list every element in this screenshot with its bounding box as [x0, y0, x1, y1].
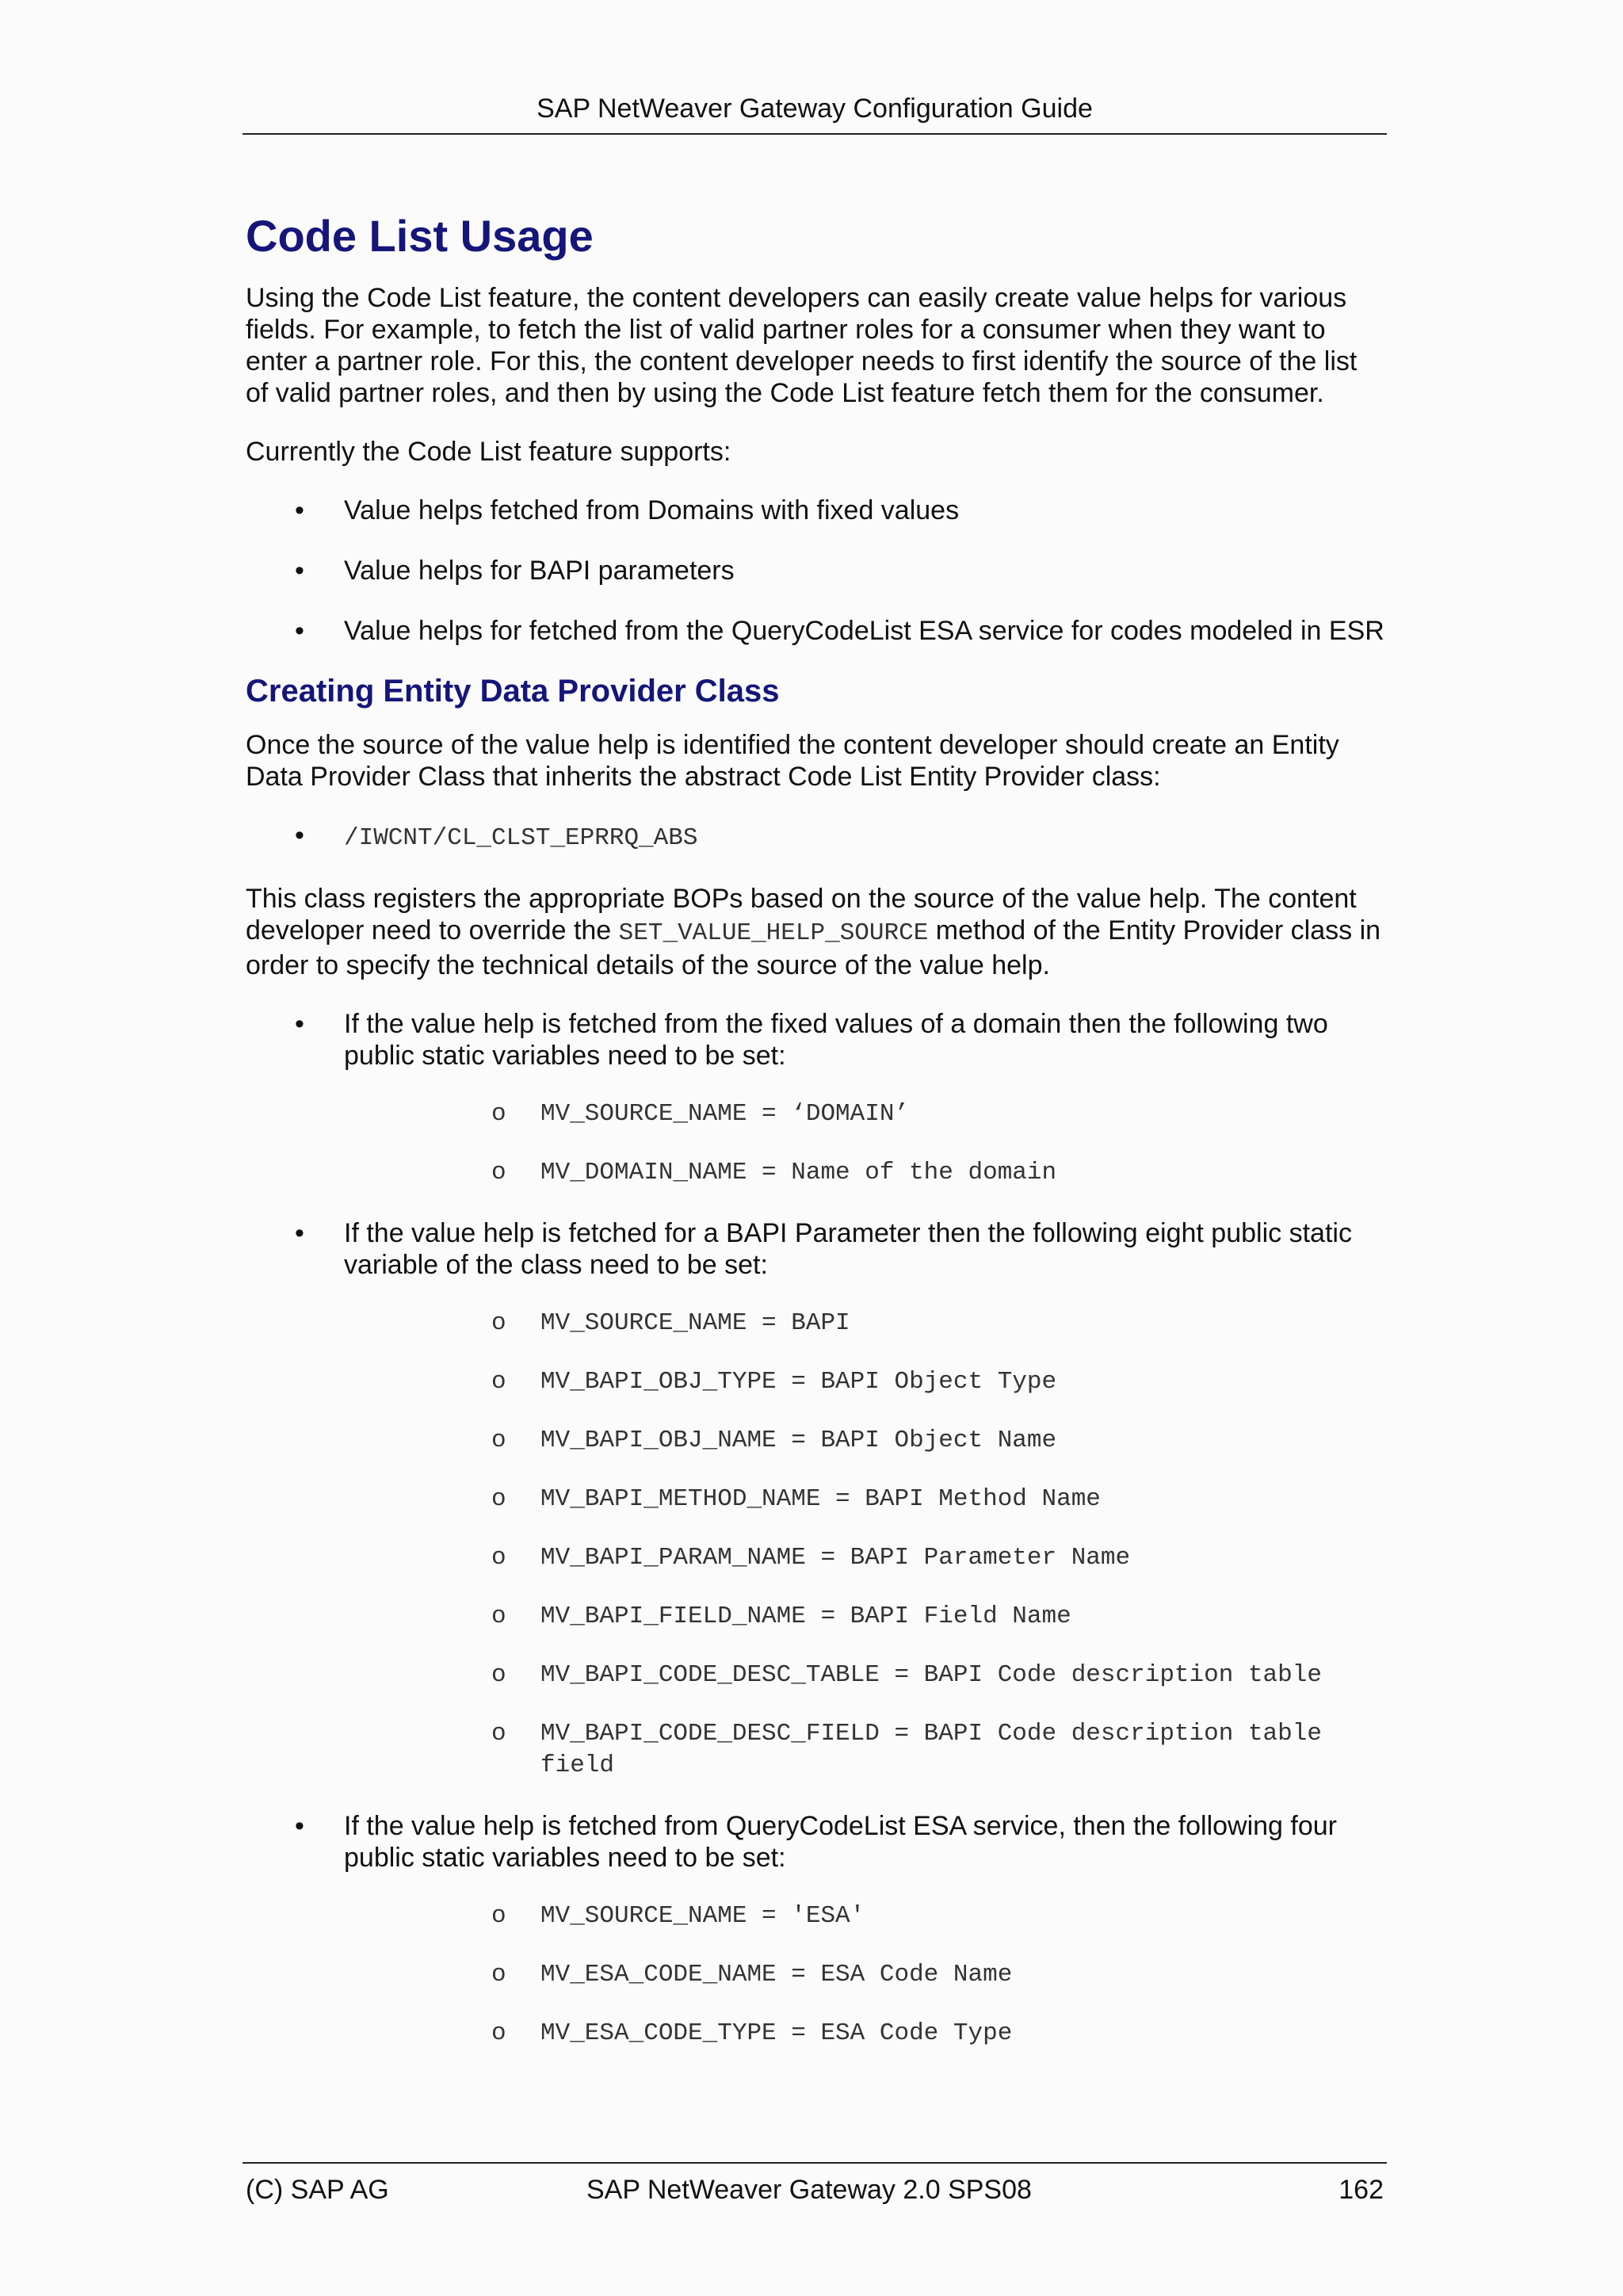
circle-bullet-icon: o	[491, 1902, 506, 1930]
method-name: SET_VALUE_HELP_SOURCE	[618, 919, 929, 947]
variable-item: o MV_SOURCE_NAME = BAPI	[344, 1308, 1387, 1339]
bullet-icon: •	[295, 1009, 304, 1039]
variable-item: o MV_BAPI_OBJ_NAME = BAPI Object Name	[344, 1425, 1387, 1457]
list-item: • Value helps for BAPI parameters	[295, 556, 735, 586]
circle-bullet-icon: o	[491, 1368, 506, 1396]
bullet-icon: •	[295, 1218, 304, 1248]
supports-list	[246, 495, 1387, 647]
circle-bullet-icon: o	[491, 1603, 506, 1630]
supports-label: Currently the Code List feature supports:	[246, 437, 731, 467]
circle-bullet-icon: o	[491, 1720, 506, 1748]
variable-list	[344, 1098, 1387, 1189]
bullet-icon: •	[295, 1811, 304, 1841]
variable-item: o MV_BAPI_PARAM_NAME = BAPI Parameter Name	[344, 1542, 1387, 1574]
list-item: • Value helps fetched from Domains with fixed values	[295, 495, 960, 525]
page-number: 162	[1338, 2175, 1384, 2205]
header-title: SAP NetWeaver Gateway Configuration Guide	[537, 94, 1093, 124]
variable-item: o MV_SOURCE_NAME = ‘DOMAIN’	[344, 1098, 1387, 1130]
circle-bullet-icon: o	[491, 1544, 506, 1572]
circle-bullet-icon: o	[491, 1309, 506, 1337]
variable-item: o MV_ESA_CODE_TYPE = ESA Code Type	[344, 2018, 1387, 2050]
variable-list	[344, 1308, 1387, 1782]
variable-list	[344, 1901, 1387, 2050]
override-paragraph: This class registers the appropriate BOPs based on the source of the value help. The content developer need to override the SET_VALUE_HELP_SOURCE method of the Entity Provider class in order to specify the technical details of the source of the value help.	[246, 884, 1381, 980]
variable-item: o MV_BAPI_CODE_DESC_FIELD = BAPI Code description table field	[491, 1720, 1322, 1779]
subsection-title: Creating Entity Data Provider Class	[246, 674, 780, 709]
bullet-icon: •	[295, 556, 304, 586]
cases-list	[246, 1008, 1387, 2050]
page-header	[242, 94, 1387, 135]
subsection-intro: Once the source of the value help is identified the content developer should create an Entity Data Provider Class that inherits the abstract Code List Entity Provider class:	[246, 730, 1339, 792]
bullet-icon: •	[295, 820, 304, 850]
circle-bullet-icon: o	[491, 2019, 506, 2047]
section-intro: Using the Code List feature, the content developers can easily create value helps for various fields. For example, to fetch the list of valid partner roles for a consumer when they want to enter a partner role. For this, the content developer needs to first identify the source of the list of valid partner roles, and then by using the Code List feature fetch them for the consumer.	[246, 283, 1358, 408]
list-item: • If the value help is fetched for a BAPI Parameter then the following eight public static variable of the class need to be set: o MV_SOURCE_NAME = BAPI o MV_BAPI_OBJ_TYPE = BAPI Object Type o MV_BAPI_OBJ_NAME = BAPI Object Name o MV_BAPI_METHOD_NAME = BAPI Method Name o MV_BAPI_PARAM_NAME = BAPI Parameter Name o MV_BAPI_FIELD_NAME = BAPI Field Name o MV_BAPI_CODE_DESC_TABLE = BAPI Code description table o MV_BAPI_CODE_DESC_FIELD = BAPI Code description table field	[246, 1217, 1387, 1782]
variable-item: o MV_SOURCE_NAME = 'ESA'	[344, 1901, 1387, 1932]
circle-bullet-icon: o	[491, 1961, 506, 1988]
bullet-icon: •	[295, 495, 304, 525]
variable-item: o MV_BAPI_FIELD_NAME = BAPI Field Name	[344, 1601, 1387, 1633]
circle-bullet-icon: o	[491, 1100, 506, 1128]
list-item: • If the value help is fetched from the fixed values of a domain then the following two public static variables need to be set: o MV_SOURCE_NAME = ‘DOMAIN’ o MV_DOMAIN_NAME = Name of the domain	[246, 1008, 1387, 1189]
list-item: • If the value help is fetched from QueryCodeList ESA service, then the following four public static variables need to be set: o MV_SOURCE_NAME = 'ESA' o MV_ESA_CODE_NAME = ESA Code Name o MV_ESA_CODE_TYPE = ESA Code Type	[246, 1810, 1387, 2050]
list-item: • Value helps for fetched from the QueryCodeList ESA service for codes modeled in ESR	[295, 616, 1384, 646]
variable-item: o MV_BAPI_OBJ_TYPE = BAPI Object Type	[344, 1366, 1387, 1398]
circle-bullet-icon: o	[491, 1661, 506, 1689]
circle-bullet-icon: o	[491, 1427, 506, 1454]
class-list	[246, 819, 1387, 854]
variable-item: o MV_BAPI_METHOD_NAME = BAPI Method Name	[344, 1484, 1387, 1515]
circle-bullet-icon: o	[491, 1159, 506, 1186]
list-item	[246, 819, 1387, 854]
page-content	[246, 208, 1387, 2078]
footer-copyright: (C) SAP AG	[246, 2175, 389, 2205]
page-footer	[242, 2162, 1387, 2214]
circle-bullet-icon: o	[491, 1485, 506, 1513]
section-title: Code List Usage	[246, 211, 594, 261]
class-name: /IWCNT/CL_CLST_EPRRQ_ABS	[344, 824, 698, 852]
variable-item: o MV_BAPI_CODE_DESC_TABLE = BAPI Code description table	[344, 1660, 1387, 1691]
variable-item: o MV_DOMAIN_NAME = Name of the domain	[344, 1157, 1387, 1189]
bullet-icon: •	[295, 616, 304, 646]
footer-product: SAP NetWeaver Gateway 2.0 SPS08	[586, 2175, 1032, 2205]
variable-item: o MV_ESA_CODE_NAME = ESA Code Name	[344, 1959, 1387, 1991]
